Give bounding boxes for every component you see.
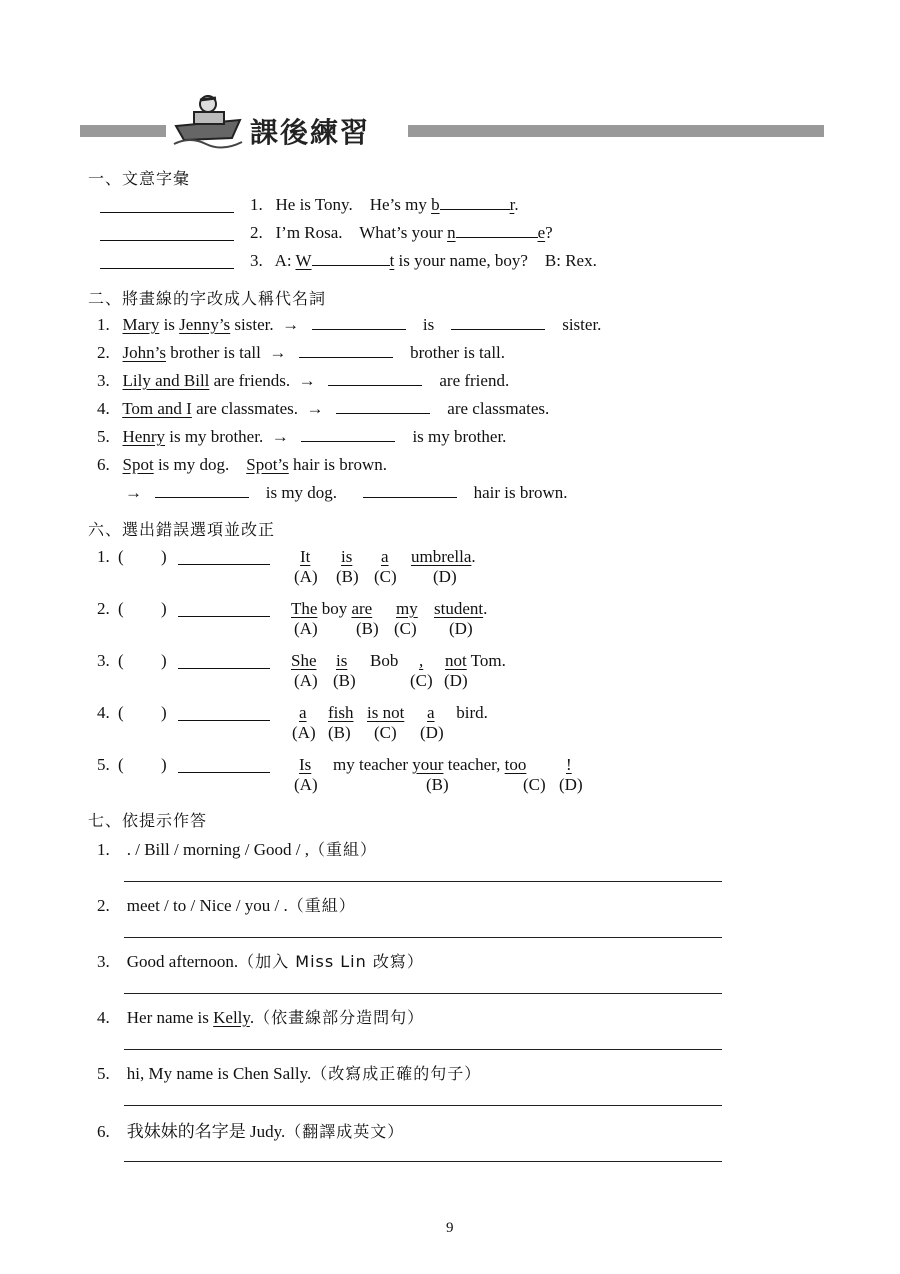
underlined-word: Henry [122,427,165,446]
item-number: 5. [97,755,110,774]
item-text: hair is brown. [473,483,568,502]
item-text: Bob [370,651,399,670]
label-d: (D) [449,619,473,638]
option-b: are [351,599,373,618]
item-number: 5. [97,1064,110,1083]
underlined-word: Mary [122,315,160,334]
underlined-word: Jenny’s [179,315,231,334]
label-c: (C) [374,723,397,742]
item-text: hair is brown. [288,455,387,474]
answer-line[interactable] [124,1105,722,1106]
label-d: (D) [444,671,468,690]
word-first-letter: n [447,223,456,242]
item-number: 6. [97,455,110,474]
paren-close: ) [161,547,167,566]
item-number: 4. [97,399,110,418]
item-text: is my brother. [412,427,507,446]
word-last-letter: r [509,195,515,214]
section7-item-4 [97,1005,424,1028]
page-number: 9 [446,1220,454,1236]
item-text: is my brother. [164,427,264,446]
choice-box[interactable] [128,703,160,721]
section2-heading: 二、將畫線的字改成人稱代名詞 [88,289,327,308]
section2-item-4 [97,399,549,419]
item-tail: is your name, boy? B: Rex. [394,251,597,270]
paren-close: ) [161,703,167,722]
paren-open: ( [118,547,124,566]
item-text: is my dog. [265,483,338,502]
label-a: (A) [294,619,318,638]
arrow-icon: → [282,315,300,334]
item-text: teacher, [443,755,505,774]
arrow-icon: → [271,427,289,446]
answer-line[interactable] [124,1049,722,1050]
label-d: (D) [420,723,444,742]
answer-blank[interactable] [451,315,545,330]
paren-open: ( [118,599,124,618]
paren-close: ) [161,599,167,618]
label-a: (A) [294,775,318,794]
option-a: The [291,599,318,618]
item-number: 1. [97,840,110,859]
item-number: 4. [97,703,110,722]
label-c: (C) [374,567,397,586]
option-a: Is [299,755,312,774]
answer-blank[interactable] [178,602,270,617]
section2-item-3 [97,371,509,391]
answer-blank[interactable] [100,254,234,269]
item-number: 6. [97,1122,110,1141]
option-b: fish [328,703,354,722]
item-text: sister. [230,315,274,334]
item-text: my teacher [333,755,413,774]
item-text: boy [317,599,352,618]
label-b: (B) [336,567,359,586]
item-text: I’m Rosa. What’s your [275,223,448,242]
item-text: brother is tall [165,343,261,362]
section2-item-2 [97,343,505,363]
item-text: . [249,1008,255,1027]
item-text: Her name is [126,1008,214,1027]
answer-blank[interactable] [299,343,393,358]
item-text: is my dog. [153,455,247,474]
item-tail: . [514,195,519,214]
label-c: (C) [410,671,433,690]
arrow-icon: → [298,371,316,390]
section2-item-6 [97,455,387,475]
item-hint: （翻譯成英文） [285,1122,405,1141]
option-c: is not [367,703,405,722]
section7-item-1 [97,837,377,860]
arrow-icon: → [306,399,324,418]
answer-line[interactable] [124,1161,722,1162]
word-first-letter: W [295,251,312,270]
item-hint: （加入 Miss Lin 改寫） [238,952,424,971]
word-blank[interactable] [440,195,510,210]
item-text: hi, My name is Chen Sally. [126,1064,312,1083]
underlined-word: John’s [122,343,166,362]
option-a: She [291,651,317,670]
section2-item-6-answer [125,483,568,503]
arrow-icon: → [125,483,142,502]
item-text: sister. [562,315,602,334]
item-number: 2. [97,599,110,618]
option-d: not [445,651,467,670]
underlined-word: Tom and I [122,399,192,418]
answer-line[interactable] [124,937,722,938]
item-text: 我妹妹的名字是 Judy. [126,1122,286,1141]
item-number: 3. [97,651,110,670]
item-number: 1. [97,315,110,334]
item-tail: . [471,547,476,566]
item-hint: （重組） [309,840,378,859]
section7-item-3 [97,949,424,972]
label-b: (B) [328,723,351,742]
item-text: meet / to / Nice / you / . [126,896,288,915]
answer-line[interactable] [124,993,722,994]
option-b: your [412,755,444,774]
word-first-letter: b [431,195,440,214]
choice-box[interactable] [128,755,160,773]
item-number: 3. [250,251,263,270]
word-blank[interactable] [456,223,538,238]
item-hint: （改寫成正確的句子） [311,1064,482,1083]
section7-item-5 [97,1061,481,1084]
item-tail: ? [545,223,553,242]
answer-blank[interactable] [301,427,395,442]
word-last-letter: e [537,223,546,242]
option-d: ! [566,755,572,774]
answer-blank[interactable] [178,758,270,773]
option-c: my [396,599,418,618]
option-a: a [299,703,307,722]
option-d: umbrella [411,547,472,566]
item-number: 3. [97,952,110,971]
option-d: student [434,599,484,618]
option-b: is [341,547,353,566]
answer-blank[interactable] [100,226,234,241]
label-c: (C) [394,619,417,638]
item-text: brother is tall. [410,343,506,362]
paren-close: ) [161,755,167,774]
item-text: A: [274,251,296,270]
item-hint: （依畫線部分造問句） [254,1008,425,1027]
answer-line[interactable] [124,881,722,882]
section2-item-5 [97,427,506,447]
paren-open: ( [118,703,124,722]
label-b: (B) [356,619,379,638]
item-tail: Tom. [466,651,506,670]
answer-blank[interactable] [155,483,249,498]
word-last-letter: t [389,251,395,270]
arrow-icon: → [269,343,287,362]
item-text: is [159,315,180,334]
section6-heading: 六、選出錯誤選項並改正 [88,520,276,539]
item-number: 2. [97,343,110,362]
label-d: (D) [559,775,583,794]
item-number: 1. [97,547,110,566]
paren-open: ( [118,651,124,670]
option-c: too [504,755,527,774]
section7-item-6 [97,1117,404,1142]
item-number: 3. [97,371,110,390]
item-text: are classmates. [191,399,299,418]
section1-heading: 一、文意字彙 [88,169,191,188]
paren-close: ) [161,651,167,670]
choice-box[interactable] [128,599,160,617]
item-text: are classmates. [447,399,550,418]
item-number: 2. [97,896,110,915]
label-b: (B) [333,671,356,690]
label-a: (A) [292,723,316,742]
label-a: (A) [294,671,318,690]
underlined-word: Lily and Bill [122,371,210,390]
underlined-word: Spot [122,455,154,474]
answer-blank[interactable] [178,706,270,721]
section7-heading: 七、依提示作答 [88,811,208,830]
label-a: (A) [294,567,318,586]
option-c: , [419,651,424,670]
word-blank[interactable] [312,251,390,266]
paren-open: ( [118,755,124,774]
ship-mascot-icon [172,92,246,150]
answer-blank[interactable] [363,483,457,498]
item-text: Good afternoon. [126,952,239,971]
banner-bar-right [408,125,824,137]
option-a: It [300,547,311,566]
answer-blank[interactable] [328,371,422,386]
label-c: (C) [523,775,546,794]
item-text: are friend. [439,371,510,390]
answer-blank[interactable] [178,654,270,669]
label-b: (B) [426,775,449,794]
option-d: a [427,703,435,722]
item-text: He is Tony. He’s my [275,195,432,214]
underlined-word: Spot’s [246,455,289,474]
item-tail: . [483,599,488,618]
label-d: (D) [433,567,457,586]
item-text: . / Bill / morning / Good / , [126,840,310,859]
answer-blank[interactable] [178,550,270,565]
item-number: 2. [250,223,263,242]
item-number: 4. [97,1008,110,1027]
item-tail: bird. [452,703,488,722]
item-number: 1. [250,195,263,214]
item-text: are friends. [209,371,291,390]
section7-item-2 [97,893,356,916]
answer-blank[interactable] [336,399,430,414]
answer-blank[interactable] [312,315,406,330]
choice-box[interactable] [128,651,160,669]
section2-item-1 [97,315,601,335]
item-text: is [422,315,435,334]
item-number: 5. [97,427,110,446]
answer-blank[interactable] [100,198,234,213]
underlined-word: Kelly [213,1008,250,1027]
banner-bar-left [80,125,166,137]
option-b: is [336,651,348,670]
option-c: a [381,547,389,566]
item-hint: （重組） [287,896,356,915]
banner-title: 課後練習 [250,116,371,149]
choice-box[interactable] [128,547,160,565]
